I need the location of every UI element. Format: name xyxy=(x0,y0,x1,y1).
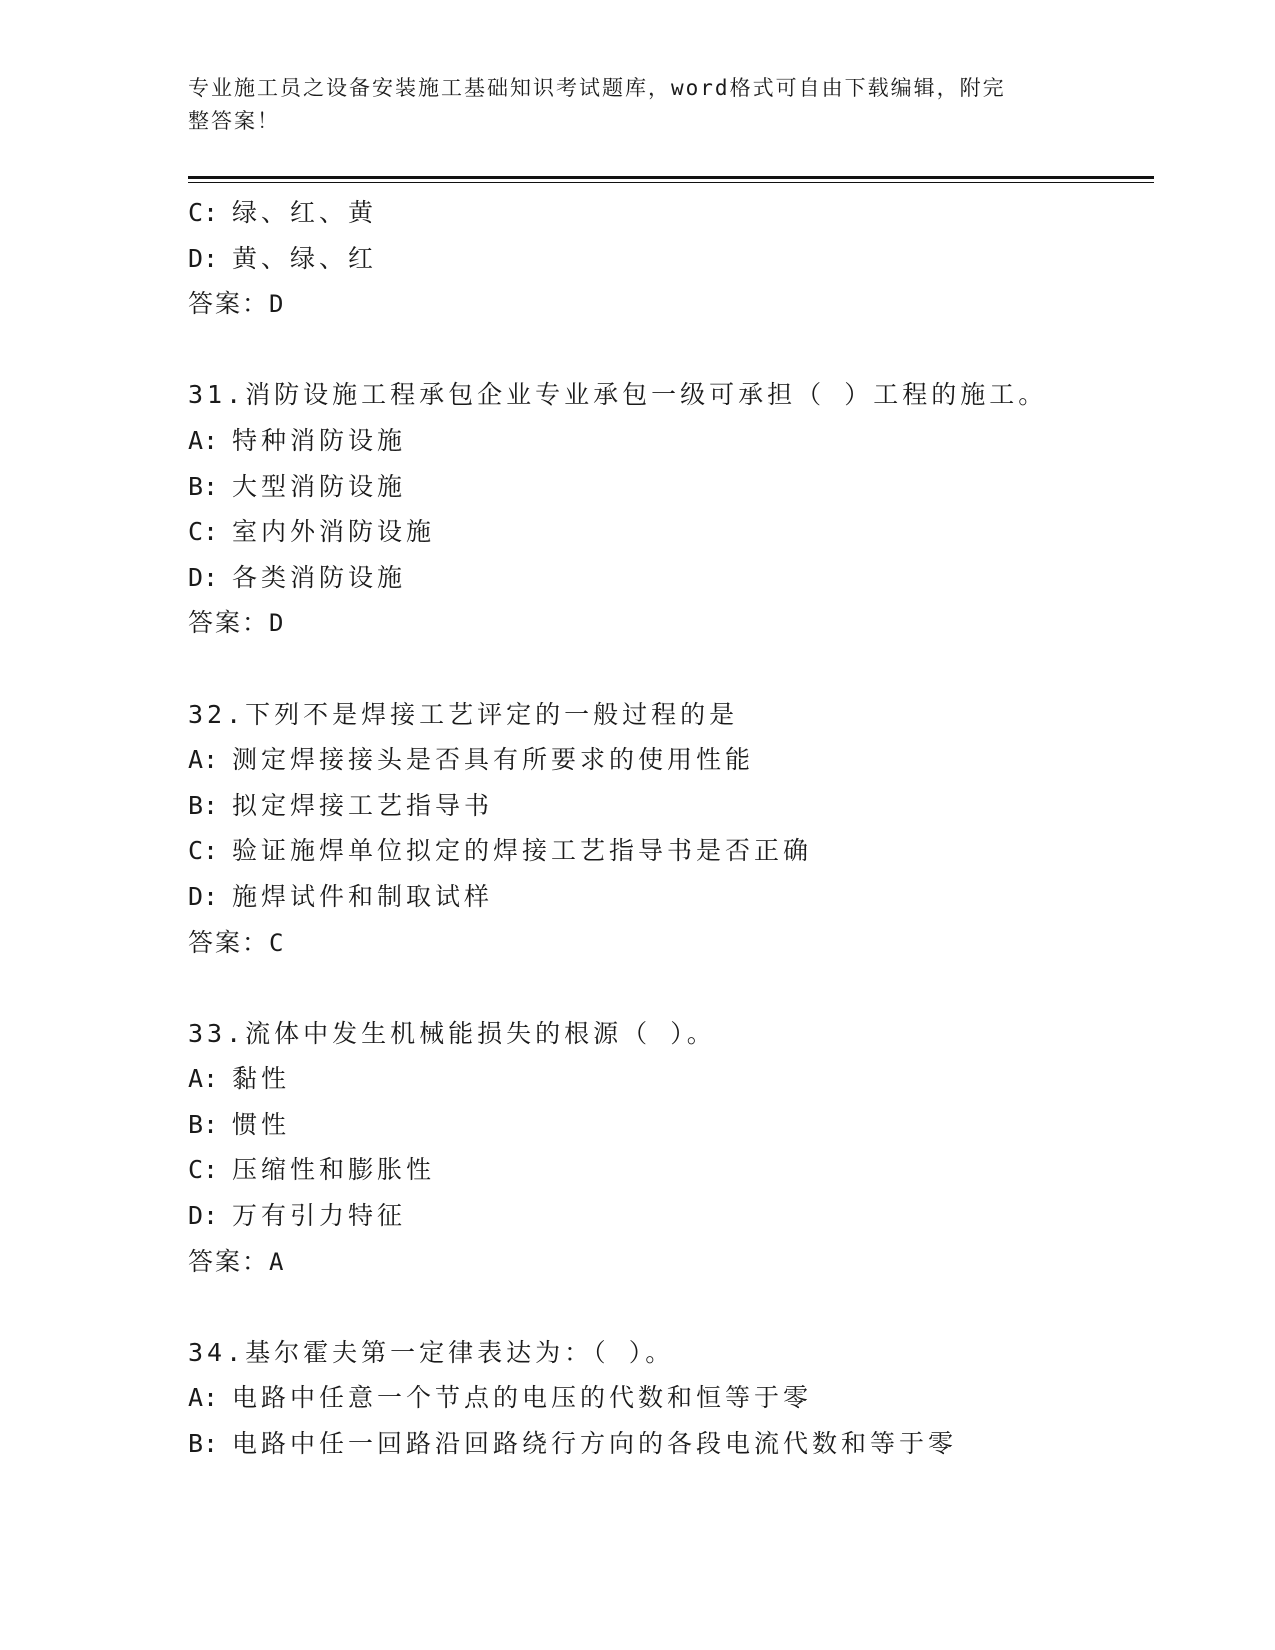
option-letter: A: xyxy=(188,1383,219,1413)
answer-line xyxy=(188,920,1148,966)
option-letter: C: xyxy=(188,517,219,547)
option-c xyxy=(188,1147,1148,1193)
answer-label: 答案： xyxy=(188,1246,270,1276)
option-b xyxy=(188,1421,1148,1467)
answer-line xyxy=(188,1239,1148,1285)
option-letter: A: xyxy=(188,1064,219,1094)
option-a xyxy=(188,1056,1148,1102)
option-text: 电路中任一回路沿回路绕行方向的各段电流代数和等于零 xyxy=(232,1429,958,1459)
option-b xyxy=(188,783,1148,829)
option-text: 绿、红、黄 xyxy=(232,198,378,227)
option-letter: C: xyxy=(188,836,219,866)
option-text: 黄、绿、红 xyxy=(232,243,378,273)
option-text: 电路中任意一个节点的电压的代数和恒等于零 xyxy=(232,1383,813,1413)
option-a xyxy=(188,1375,1148,1421)
answer-label: 答案： xyxy=(188,289,270,319)
answer-label: 答案： xyxy=(188,608,270,638)
option-b xyxy=(188,464,1148,510)
header-divider-thick xyxy=(188,176,1154,179)
previous-question-tail xyxy=(188,190,1148,327)
header-title-line-2: 整答案！ xyxy=(188,109,280,133)
option-a xyxy=(188,737,1148,783)
option-text: 验证施焊单位拟定的焊接工艺指导书是否正确 xyxy=(232,836,813,866)
option-a xyxy=(188,418,1148,464)
answer-value: C xyxy=(269,928,284,957)
answer-line xyxy=(188,600,1148,646)
option-text: 大型消防设施 xyxy=(232,471,407,501)
option-letter: B: xyxy=(188,1429,219,1459)
option-c xyxy=(188,190,1148,236)
option-text: 特种消防设施 xyxy=(232,425,407,455)
answer-label: 答案： xyxy=(188,927,270,957)
option-d xyxy=(188,236,1148,282)
option-letter: B: xyxy=(188,471,219,501)
option-letter: B: xyxy=(188,790,219,820)
question-32 xyxy=(188,692,1148,966)
option-text: 惯性 xyxy=(232,1109,291,1139)
question-33 xyxy=(188,1011,1148,1285)
option-d xyxy=(188,874,1148,920)
option-c xyxy=(188,828,1148,874)
option-text: 室内外消防设施 xyxy=(232,517,436,547)
option-text: 各类消防设施 xyxy=(232,562,407,592)
option-letter: B: xyxy=(188,1109,219,1139)
answer-value: A xyxy=(269,1247,284,1276)
option-text: 压缩性和膨胀性 xyxy=(232,1155,436,1185)
option-d xyxy=(188,1193,1148,1239)
option-letter: C: xyxy=(188,1155,219,1185)
option-c xyxy=(188,509,1148,555)
option-letter: D: xyxy=(188,881,219,911)
question-34 xyxy=(188,1330,1148,1467)
question-31 xyxy=(188,372,1148,646)
question-stem: 32.下列不是焊接工艺评定的一般过程的是 xyxy=(188,699,739,729)
answer-value: D xyxy=(269,290,284,319)
page-header xyxy=(188,72,1088,138)
option-letter: D: xyxy=(188,562,219,592)
option-b xyxy=(188,1102,1148,1148)
question-list xyxy=(188,190,1148,1467)
option-text: 万有引力特征 xyxy=(232,1201,407,1231)
option-d xyxy=(188,555,1148,601)
option-letter: D: xyxy=(188,1201,219,1231)
header-divider-thin xyxy=(188,182,1154,183)
question-stem: 31.消防设施工程承包企业专业承包一级可承担（ ）工程的施工。 xyxy=(188,380,1048,410)
option-text: 拟定焊接工艺指导书 xyxy=(232,790,494,820)
option-text: 测定焊接接头是否具有所要求的使用性能 xyxy=(232,745,755,775)
option-letter: A: xyxy=(188,425,219,455)
header-title-line-1: 专业施工员之设备安装施工基础知识考试题库，word格式可自由下载编辑，附完 xyxy=(188,76,1006,100)
option-text: 黏性 xyxy=(232,1064,291,1094)
question-stem: 34.基尔霍夫第一定律表达为：（ ）。 xyxy=(188,1337,675,1367)
option-text: 施焊试件和制取试样 xyxy=(232,881,494,911)
answer-line xyxy=(188,281,1148,327)
question-stem: 33.流体中发生机械能损失的根源（ ）。 xyxy=(188,1018,716,1048)
answer-value: D xyxy=(269,609,284,638)
option-letter: A: xyxy=(188,745,219,775)
option-letter: D: xyxy=(188,243,219,273)
option-letter: C: xyxy=(188,198,219,227)
